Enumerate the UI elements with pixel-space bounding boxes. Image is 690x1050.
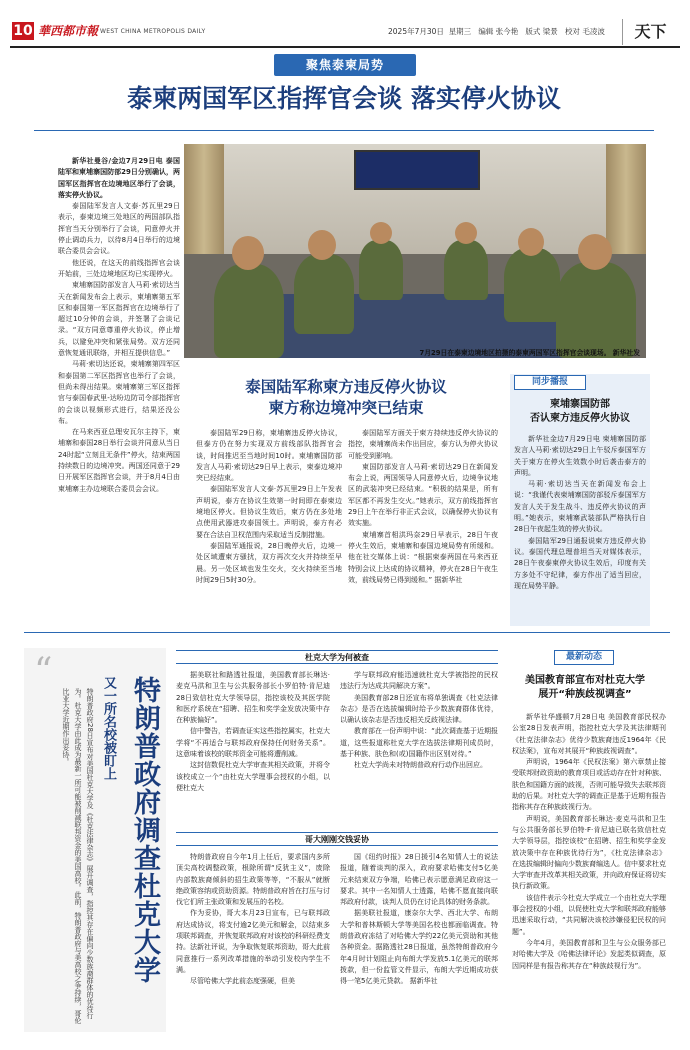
photo-screen [354, 150, 480, 190]
issue-weekday: 星期三 [448, 27, 472, 36]
article-paragraph: 柬埔寨国防部发言人马莉·索切达当天在新闻发布会上表示，柬埔寨第五军区和泰国第一军区指挥官在边境举行了超过10分钟的会谈，并签署了会谈记录。“双方同意尊重停火协议，停止增兵，以避免冲突和紧张局势。双方还同意恢复通讯联络，并相互提供信息。” [58, 281, 180, 358]
article-paragraph: 杜克大学尚未对特朗普政府行动作出回应。 [354, 761, 487, 770]
article-paragraph: 柬国防部发言人马莉·索切达29日在新闻发布会上说，两国领导人同意停火后，边境争议地区的武装冲突已经结束。“积极的结果是，所有军区都不再发生交火。”她表示，双方前线指挥官29日上午在举行非正式会议，以确保停火协议有效实施。 [348, 462, 498, 528]
editor-credit: 编辑 张今艳 [478, 27, 519, 36]
headline-rule [34, 130, 654, 131]
article-paragraph: 特朗普政府自今年1月上任后，要求国内多所顶尖高校调整政策，根除所谓“反犹主义”，废除内部数族裔倾斜的招生政策等等，“不服从”就断绝政策容纳或资助资源。特朗普政府旨在打压与讨伐它们所主张政策和发展压的名校。 [176, 853, 330, 907]
section-heading-text: 杜克大学为何被查 [299, 653, 375, 662]
article-paragraph: 新华社金边7月29日电 柬埔寨国防部发言人马莉·索切达29日上午驳斥泰国军方关于柬方在停火生效数小时后袭击泰方的声明。 [514, 435, 646, 477]
article-paragraph: 据美联社和路透社报道，美国教育部长琳达·麦克马洪和卫生与公共服务部长小罗伯特·肯尼迪28日致信杜克大学领导层，指控该校及其医学院和医疗系统在“招聘、招生和奖学金发放决策中存在种族偏好”。 [176, 671, 330, 725]
newspaper-name-en: WEST CHINA METROPOLIS DAILY [100, 28, 206, 35]
header-rule [10, 46, 680, 48]
bottom-col-3 [176, 852, 330, 1032]
photo-caption: 7月29日在泰柬边境地区拍摄的泰柬两国军区指挥官会谈现场。 新华社发 [419, 349, 640, 357]
topic-ribbon: 聚焦泰柬局势 [274, 54, 416, 76]
sidebar-tag: 同步播报 [514, 375, 586, 390]
article-paragraph: 泰国陆军通报说，28日晚停火后，边境一处区域遭柬方骚扰，双方再次交火并持续至早晨。另一处区域也发生交火，交火持续至当地时间29日5时30分。 [196, 541, 342, 584]
section-name: 天下 [622, 19, 678, 45]
article-paragraph: 这封信数促杜克大学审查其相关政策，并将令该校成立一个“由杜克大学理事会授权的小组，以便杜克大 [176, 761, 330, 792]
article-paragraph: 国《纽约时报》28日援引4名知情人士的说法报道，随着谈判的深入，政府要求哈佛支付5亿美元来结束双方争端，哈佛已表示愿意满足政府这一要求。其中一名知情人士透露，哈佛不愿直接向联邦政府付款，谈判人员仍在讨论具体的财务条款。 [340, 853, 498, 907]
bottom-headline: 特朗普政府调查杜克大学 [129, 676, 160, 984]
article-paragraph: 泰国陆军发言人文泰·苏瓦里29日上午发表声明说，泰方在协议生效第一时间即在泰柬边境地区停火。但协议生效后，柬方仍在多处地点使用武器进攻泰国领土。声明说，泰方有必要在合法自卫权范围内采取适当反制措施。 [196, 485, 342, 539]
article-paragraph: 尽管哈佛大学此前态度强硬，但美 [190, 977, 295, 986]
article-paragraph: 泰国陆军29日通报说柬方违反停火协议。泰国代理总理普坦当天对媒体表示，28日午夜泰柬停火协议生效后，印度有关方多处不守纪律，泰方作出了适当回应，现在局势平静。 [514, 536, 646, 590]
article-paragraph: 声明说，1964年《民权法案》第六章禁止接受联邦财政资助的教育项目或活动存在针对种族、肤色和国籍方面的歧视，否则可能导致失去联邦资助的后果。对杜克大学的调查正是基于近期有报告指称其存在种族歧视行为。 [512, 758, 666, 812]
article-paragraph: 马莉·索切达当天在新闻发布会上说：“我谨代表柬埔寨国防部驳斥泰国军方发言人关于发生战斗、违反停火协议的声明。”她表示，柬埔寨武装部队严格执行自28日午夜起生效的停火协议。 [514, 480, 646, 534]
bottom-intro: 特朗普政府28日宣布对美国杜克大学及《杜克法律杂志》展开调查，指控其存在偏向少数族裔群体的优待行为。杜克大学由此成为最新一所可能被削减联邦资金的美国高校。此前，特朗普政府与美高校之争持续，哥伦比亚大学近期作出妥协。 [62, 688, 94, 1024]
section-divider [24, 632, 670, 633]
bottom-col-2 [340, 670, 498, 816]
article-paragraph: 作为妥协，哥大本月23日宣布，已与联邦政府达成协议，将支付逾2亿美元和解金，以结束多项联邦调查，并恢复联邦政府对该校的科研经费支持。法新社评说，为争取恢复联邦资助，哥大此前同意推行一系列改革措施的举动引发校内学生不满。 [176, 909, 330, 974]
article-paragraph: 马莉·索切达还说，柬埔寨第四军区和泰国第二军区指挥官也举行了会谈，但尚未得出结果。柬埔寨第三军区指挥官与泰国春武里-达吩边防司令部指挥官的会谈以视频形式进行，结果还没公布。 [58, 360, 180, 425]
article-paragraph: 泰国陆军发言人文泰·苏瓦里29日表示，泰柬边境三处地区的两国部队指挥官当天分别举行了会谈，同意停火并停止调动兵力，以待8月4日举行的边境联合委员会会议。 [58, 202, 180, 256]
bottom-subheadline: 又一所名校被盯上 [101, 676, 116, 780]
sidebar-title: 柬埔寨国防部 否认柬方违反停火协议 [530, 399, 630, 424]
article-paragraph: 新华社曼谷/金边7月29日电 泰国陆军和柬埔寨国防部29日分别确认，两国军区指挥官在边境地区举行了会谈，落实停火协议。 [58, 157, 180, 199]
top-right-column [348, 428, 498, 624]
news-photo [184, 144, 646, 358]
article-paragraph: 泰国陆军29日称，柬埔寨违反停火协议，但泰方仍在努力实现双方前线部队指挥官会谈，时间推迟至当地时间10时。柬埔寨国防部发言人马莉·索切达29日早上表示，柬泰边境冲突已经结束。 [196, 429, 342, 483]
section-heading [176, 650, 498, 664]
article-paragraph: 柬埔寨首相洪玛奈29日早表示，28日午夜停火生效后，柬埔寨和泰国边境局势有所缓和。他在社交媒体上说：“根据柬泰两国在马来西亚特别会议上达成的协议精神，停火在28日午夜生效，前线局势已得到缓和。” 据新华社 [348, 530, 498, 584]
quote-mark: “ [34, 651, 53, 692]
article-paragraph: 据美联社报道，康奈尔大学、西北大学、布朗大学和普林斯顿大学等美国名校也都面临调查。特朗普政府冻结了对哈佛大学约22亿美元资助和其他各种资金。据路透社28日报道，虽然特朗普政府今年4月时计划阻止向布朗大学发放5.1亿美元的联邦拨款，但一份监管文件显示，布朗大学近期成功获得一笔5亿美元贷款。 据新华社 [340, 909, 498, 986]
top-headline: 泰柬两国军区指挥官会谈 落实停火协议 [127, 84, 561, 113]
article-paragraph: 该信件表示今杜克大学成立一个由杜克大学理事会授权的小组，以促使杜克大学和联邦政府能够迅速采取行动，“共同解决该校涉嫌侵犯民权的问题”。 [512, 893, 666, 936]
article-paragraph: 教育部在一份声明中说：“此次调查基于近期报道，这些报道称杜克大学在选拔法律期刊成员时，基于种族、肤色和(或)国籍作出区别对待。” [340, 727, 498, 759]
right-panel-body [512, 712, 666, 1032]
right-panel-title: 美国教育部宣布对杜克大学 展开“种族歧视调查” [525, 675, 645, 700]
top-mid-column [196, 428, 342, 624]
sidebar-body [514, 434, 646, 624]
section-heading-text: 哥大刚刚交钱妥协 [299, 835, 375, 844]
page-header [0, 0, 690, 52]
proof-credit: 校对 毛凌波 [564, 27, 605, 36]
article-paragraph: 在马来西亚总理安瓦尔主持下，柬埔寨和泰国28日举行会谈并同意从当日24时起“立刻且无条件”停火，结束两国持续数日的边境冲突。两国还同意于29日开展军区指挥官会谈，并于8月4日由柬埔寨主办边境联合委员会会议。 [58, 428, 180, 493]
issue-date: 2025年7月30日 [388, 27, 444, 36]
article-paragraph: 美国教育部28日还宣布将单独调查《杜克法律杂志》是否在选拔编辑时给予少数族裔群体优待，以确认该杂志是否违反相关反歧视法律。 [340, 693, 498, 725]
page-number: 10 [13, 23, 33, 39]
article-paragraph: 他还说，在这天的前线指挥官会谈开始前，三处边境地区均已实现停火。 [58, 258, 180, 278]
article-paragraph: 信中警告，若调查证实这些指控属实，杜克大学将“不再适合与联邦政府保持任何财务关系”。这意味着该校的联邦资金可能将遭削减。 [176, 727, 330, 759]
article-paragraph: 泰国陆军方面关于柬方持续违反停火协议的指控，柬埔寨尚未作出回应，泰方认为停火协议可能受到影响。 [348, 429, 498, 460]
newspaper-logo: 華西都市報 [38, 24, 99, 38]
article-paragraph: 学与联邦政府能迅速就杜克大学被指控的民权违法行为达成共同解决方案”。 [340, 671, 498, 691]
top-left-column [58, 156, 180, 596]
right-panel-tag: 最新动态 [554, 650, 614, 665]
bottom-col-4 [340, 852, 498, 1032]
bottom-col-1 [176, 670, 330, 816]
article-paragraph: 声明说，美国教育部长琳达·麦克马洪和卫生与公共服务部长罗伯特·F·肯尼迪已联名致信杜克大学领导层，指控该校“在招聘、招生和奖学金发放决策中存在种族优待行为”，《杜克法律杂志》在选拔编辑时偏向少数族裔编选人。信中要求杜克大学审查并改革其相关政策，并向政府保证将切实执行新政策。 [512, 814, 666, 891]
designer-credit: 版式 梁景 [525, 27, 558, 36]
article-paragraph: 新华社华盛顿7月28日电 美国教育部民权办公室28日发表声明，指控杜克大学及其法律期刊《杜克法律杂志》优待少数族裔违反1964年《民权法案》，宣布对其展开“种族歧视调查”。 [512, 713, 666, 755]
top-subheadline: 泰国陆军称柬方违反停火协议 柬方称边境冲突已结束 [245, 377, 447, 417]
section-heading [176, 832, 498, 846]
article-paragraph: 今年4月，美国教育部和卫生与公众服务部已对哈佛大学及《哈佛法律评论》发起类似调查，原因同样是有报告称其存在“种族歧视行为”。 [512, 938, 666, 970]
issue-meta [388, 26, 605, 37]
